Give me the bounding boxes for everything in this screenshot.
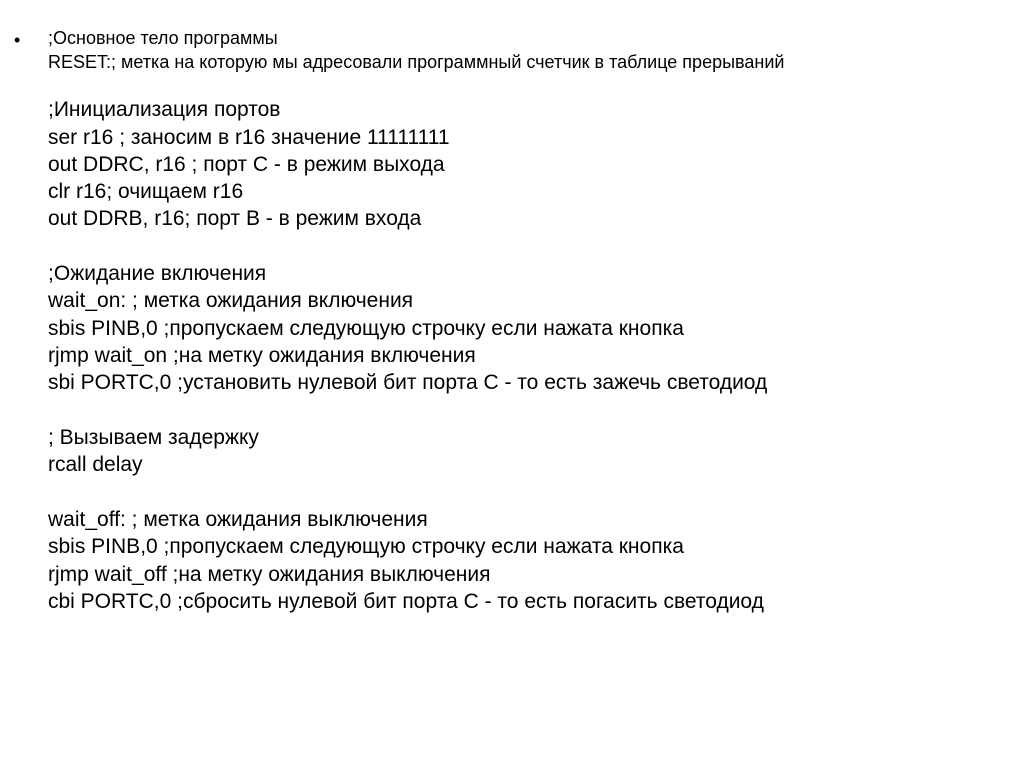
code-line: ;Основное тело программы [48,28,278,48]
code-line: rjmp wait_off ;на метку ожидания выключения [48,563,491,586]
code-line: sbis PINB,0 ;пропускаем следующую строчку если нажата кнопка [48,535,684,558]
code-line: out DDRB, r16; порт B - в режим входа [48,207,422,230]
code-line: wait_off: ; метка ожидания выключения [48,508,428,531]
code-line: ;Инициализация портов [48,98,281,121]
code-line: ; Вызываем задержку [48,426,259,449]
code-line: out DDRC, r16 ; порт C - в режим выхода [48,153,445,176]
code-line: cbi PORTC,0 ;сбросить нулевой бит порта C - то есть погасить светодиод [48,590,764,613]
code-line: ;Ожидание включения [48,262,267,285]
code-line: wait_on: ; метка ожидания включения [48,289,414,312]
code-line: ser r16 ; заносим в r16 значение 11111111 [48,126,450,149]
code-line: sbi PORTC,0 ;установить нулевой бит порта C - то есть зажечь светодиод [48,371,768,394]
bullet-marker: • [14,30,21,50]
code-line: sbis PINB,0 ;пропускаем следующую строчку если нажата кнопка [48,317,684,340]
code-line: rcall delay [48,453,143,476]
code-line: rjmp wait_on ;на метку ожидания включения [48,344,476,367]
code-line: clr r16; очищаем r16 [48,180,244,203]
code-line: RESET:; метка на которую мы адресовали программный счетчик в таблице прерываний [48,52,785,72]
